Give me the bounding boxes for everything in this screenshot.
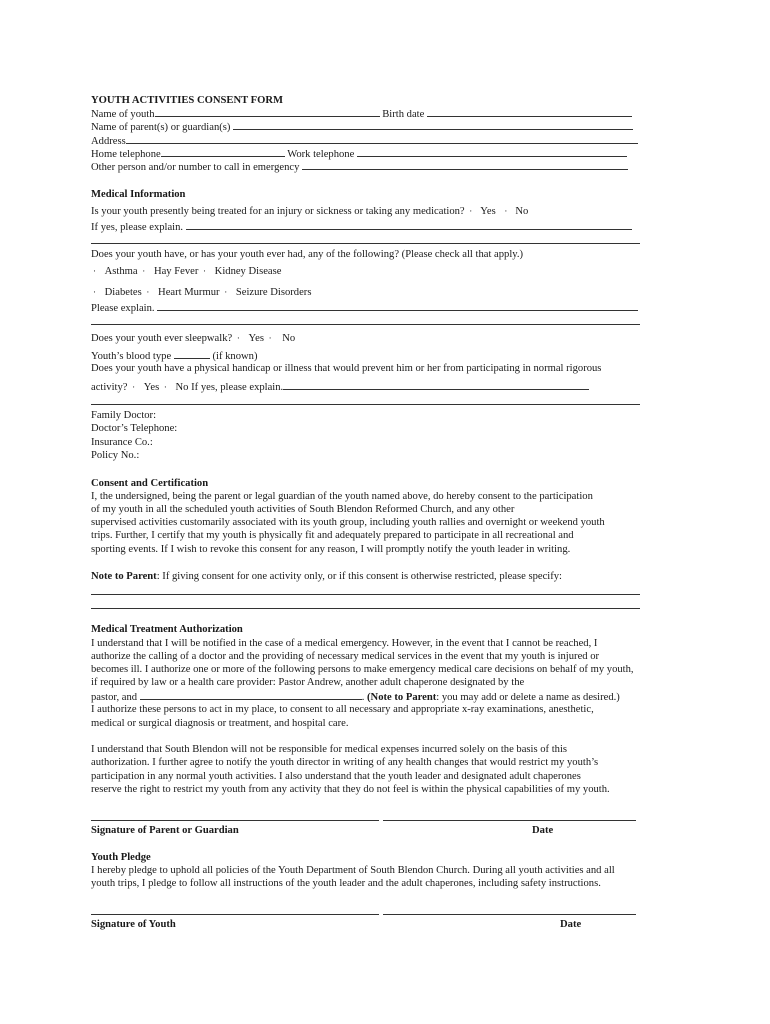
seizure-label: Seizure Disorders — [235, 287, 312, 298]
treatment-note-text: : you may add or delete a name as desired.) — [436, 692, 620, 703]
note-to-parent-label: Note to Parent — [91, 571, 157, 582]
heart-murmur-label: Heart Murmur — [158, 287, 220, 298]
name-of-youth-row — [91, 107, 632, 121]
consent-line-4: trips. Further, I certify that my youth is physically fit and adequately prepared to participate in all recreational and — [91, 530, 574, 541]
work-telephone-label: Work telephone — [287, 149, 355, 160]
parent-signature-label: Signature of Parent or Guardian — [91, 825, 239, 836]
diabetes-checkbox[interactable]: · — [93, 287, 96, 297]
home-telephone-field[interactable] — [161, 147, 285, 157]
blood-type-row — [91, 349, 257, 363]
youth-signature-label: Signature of Youth — [91, 919, 176, 930]
treatment-line-4: if required by law or a health care provider: Pastor Andrew, another adult chaperone designated by the — [91, 677, 525, 688]
youth-date-field[interactable] — [383, 914, 636, 915]
consent-heading: Consent and Certification — [91, 478, 209, 489]
handicap-no-if-yes-label: No If yes, please explain. — [175, 382, 284, 393]
if-yes-field[interactable] — [186, 220, 632, 230]
pledge-line-2: youth trips, I pledge to follow all instructions of the youth leader and the adult chaperones, including safety instructions. — [91, 878, 601, 889]
name-of-youth-label: Name of youth — [91, 109, 155, 120]
heart-murmur-checkbox[interactable]: · — [146, 287, 150, 297]
handicap-no-checkbox[interactable]: · — [163, 382, 167, 392]
sleepwalk-no-checkbox[interactable]: · — [268, 333, 272, 343]
treatment-line-2: authorize the calling of a doctor and the providing of necessary medical services in the event that my youth is injured or — [91, 651, 600, 662]
birth-date-label: Birth date — [382, 109, 425, 120]
handicap-question: Does your youth have a physical handicap or illness that would prevent him or her from participating in normal rigorous — [91, 363, 602, 374]
handicap-extra-line[interactable] — [91, 404, 640, 405]
handicap-answer-row — [91, 380, 589, 394]
asthma-label: Asthma — [104, 266, 138, 277]
parent-date-label: Date — [532, 825, 554, 836]
treatment-heading: Medical Treatment Authorization — [91, 624, 243, 635]
form-title: YOUTH ACTIVITIES CONSENT FORM — [91, 95, 284, 106]
parent-date-field[interactable] — [383, 820, 636, 821]
diabetes-label: Diabetes — [104, 287, 142, 298]
treated-yes-checkbox[interactable]: · — [469, 206, 473, 216]
treatment-note-label: (Note to Parent — [367, 692, 437, 703]
liability-line-1: I understand that South Blendon will not be responsible for medical expenses incurred solely on the basis of this — [91, 744, 568, 755]
treatment-line-5: pastor, and . (Note to Parent: you may add or delete a name as desired.) — [91, 692, 620, 703]
note-to-parent-text: : If giving consent for one activity only, or if this consent is otherwise restricted, please specify: — [156, 571, 563, 582]
treatment-line-7: medical or surgical diagnosis or treatment, and hospital care. — [91, 718, 349, 729]
treated-yes-label: Yes — [480, 206, 496, 217]
consent-line-5: sporting events. If I wish to revoke this consent for any reason, I will promptly notify the youth leader in writing. — [91, 544, 571, 555]
asthma-checkbox[interactable]: · — [93, 266, 96, 276]
birth-date-field[interactable] — [427, 107, 632, 117]
youth-signature-field[interactable] — [91, 914, 379, 915]
doctor-telephone-label: Doctor’s Telephone: — [91, 423, 178, 434]
sleepwalk-question: Does your youth ever sleepwalk? — [91, 333, 233, 344]
liability-line-3: participation in any normal youth activities. I also understand that the youth leader and designated adult chaperones — [91, 771, 581, 782]
liability-line-4: reserve the right to restrict my youth from any activity that they do not feel is within the physical capabilities of my youth. — [91, 784, 610, 795]
blood-type-if-known: (if known) — [212, 351, 258, 362]
sleepwalk-row — [91, 332, 295, 345]
family-doctor-label: Family Doctor: — [91, 410, 157, 421]
consent-line-3: supervised activities customarily associated with its youth group, including youth rallies and overnight or weekend youth — [91, 517, 605, 528]
handicap-yes-checkbox[interactable]: · — [132, 382, 136, 392]
parent-name-label: Name of parent(s) or guardian(s) — [91, 122, 231, 133]
kidney-label: Kidney Disease — [214, 266, 282, 277]
parent-name-row — [91, 120, 633, 134]
treatment-line-1: I understand that I will be notified in the case of a medical emergency. However, in the event that I cannot be reached, I — [91, 638, 598, 649]
treatment-line-3: becomes ill. I authorize one or more of the following persons to make emergency medical care decisions on behalf of my youth, — [91, 664, 634, 675]
youth-date-label: Date — [560, 919, 582, 930]
telephone-row — [91, 147, 627, 161]
treated-no-label: No — [515, 206, 529, 217]
parent-name-field[interactable] — [233, 120, 633, 130]
sleepwalk-yes-label: Yes — [248, 333, 264, 344]
please-explain-extra-line[interactable] — [91, 324, 640, 325]
restriction-line-1[interactable] — [91, 594, 640, 595]
handicap-yes-label: Yes — [143, 382, 160, 393]
treatment-line-6: I authorize these persons to act in my place, to consent to all necessary and appropriate x-ray examinations, anesthetic, — [91, 704, 594, 715]
parent-signature-field[interactable] — [91, 820, 379, 821]
emergency-contact-field[interactable] — [302, 160, 628, 170]
kidney-checkbox[interactable]: · — [203, 266, 207, 276]
home-telephone-label: Home telephone — [91, 149, 161, 160]
policy-label: Policy No.: — [91, 450, 140, 461]
hay-fever-checkbox[interactable]: · — [142, 266, 146, 276]
activity-label: activity? — [91, 382, 128, 393]
conditions-row-1 — [91, 265, 281, 278]
seizure-checkbox[interactable]: · — [224, 287, 228, 297]
please-explain-label: Please explain. — [91, 303, 155, 314]
work-telephone-field[interactable] — [357, 147, 627, 157]
blood-type-label: Youth’s blood type — [91, 351, 172, 362]
sleepwalk-yes-checkbox[interactable]: · — [236, 333, 240, 343]
hay-fever-label: Hay Fever — [153, 266, 199, 277]
if-yes-extra-line[interactable] — [91, 243, 640, 244]
treated-question-row — [91, 205, 528, 218]
conditions-row-2 — [91, 286, 311, 299]
restriction-line-2[interactable] — [91, 608, 640, 609]
note-to-parent-row — [91, 570, 562, 583]
liability-line-2: authorization. I further agree to notify the youth director in writing of any health changes that would restrict my youth’s — [91, 757, 599, 768]
pastor-and-label: pastor, and — [91, 692, 138, 703]
name-of-youth-field[interactable] — [155, 107, 380, 117]
address-field[interactable] — [126, 134, 638, 144]
medical-heading: Medical Information — [91, 189, 186, 200]
pledge-heading: Youth Pledge — [91, 852, 151, 863]
if-yes-row — [91, 220, 632, 234]
handicap-explain-field[interactable] — [283, 380, 589, 390]
sleepwalk-no-label: No — [282, 333, 296, 344]
please-explain-row — [91, 301, 638, 315]
emergency-contact-row — [91, 160, 628, 174]
consent-line-2: of my youth in all the scheduled youth activities of South Blendon Reformed Church, and any other — [91, 504, 515, 515]
treated-no-checkbox[interactable]: · — [504, 206, 508, 216]
insurance-label: Insurance Co.: — [91, 437, 153, 448]
address-label: Address — [91, 136, 126, 147]
if-yes-label: If yes, please explain. — [91, 222, 184, 233]
emergency-contact-label: Other person and/or number to call in emergency — [91, 162, 300, 173]
address-row — [91, 134, 638, 148]
additional-person-field[interactable] — [140, 690, 362, 700]
conditions-question: Does your youth have, or has your youth ever had, any of the following? (Please check all that apply.) — [91, 249, 524, 260]
pledge-line-1: I hereby pledge to uphold all policies of the Youth Department of South Blendon Church. During all youth activities and all — [91, 865, 615, 876]
blood-type-field[interactable] — [174, 349, 210, 359]
consent-line-1: I, the undersigned, being the parent or legal guardian of the youth named above, do hereby consent to the participation — [91, 491, 593, 502]
treated-question: Is your youth presently being treated for an injury or sickness or taking any medication? — [91, 206, 465, 217]
please-explain-field[interactable] — [157, 301, 638, 311]
